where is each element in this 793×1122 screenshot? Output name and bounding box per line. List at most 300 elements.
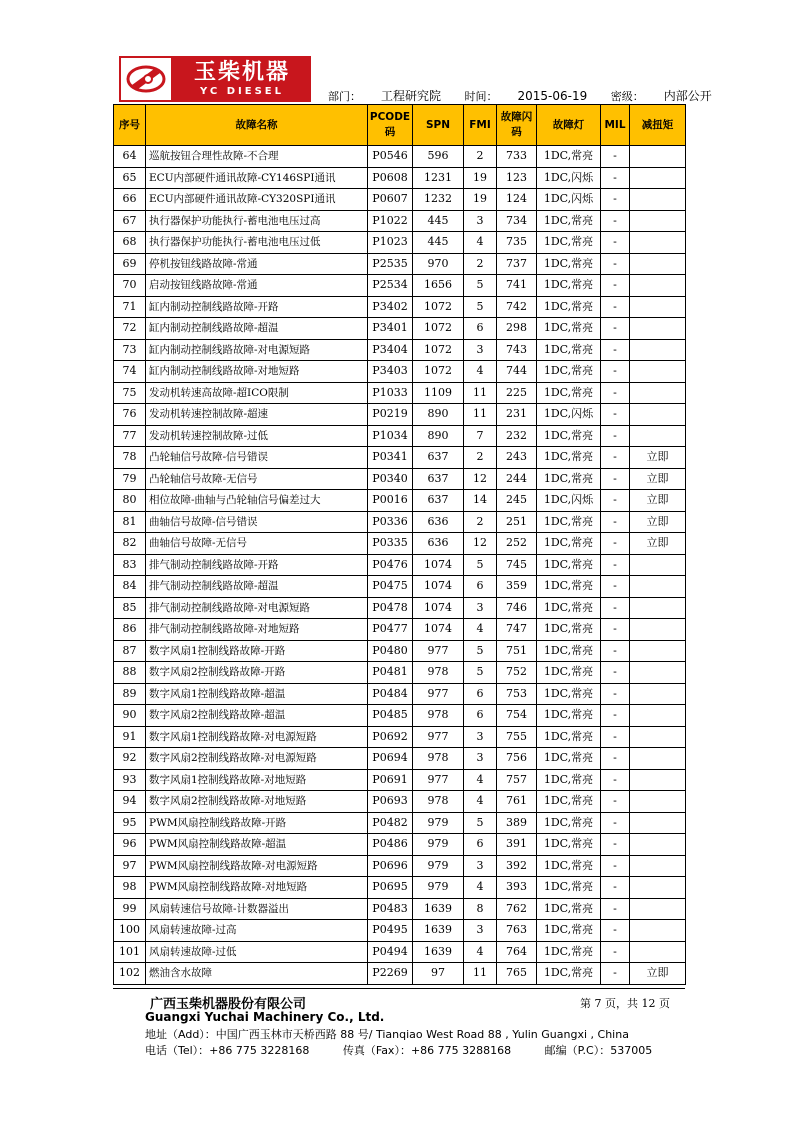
cell-pcode: P0482 — [368, 812, 413, 834]
cell-torque-reduction — [630, 597, 686, 619]
cell-fault-lamp: 1DC,常亮 — [537, 855, 601, 877]
cell-fault-name: 缸内制动控制线路故障-开路 — [146, 296, 368, 318]
cell-torque-reduction — [630, 855, 686, 877]
cell-pcode: P3401 — [368, 318, 413, 340]
logo-chinese-name: 玉柴机器 — [193, 60, 290, 85]
cell-spn: 978 — [413, 662, 464, 684]
cell-mil: - — [601, 683, 630, 705]
cell-torque-reduction — [630, 404, 686, 426]
cell-torque-reduction — [630, 898, 686, 920]
cell-spn: 1074 — [413, 576, 464, 598]
cell-index: 88 — [114, 662, 146, 684]
cell-index: 70 — [114, 275, 146, 297]
cell-spn: 97 — [413, 963, 464, 985]
cell-fault-name: 数字风扇2控制线路故障-对地短路 — [146, 791, 368, 813]
cell-mil: - — [601, 898, 630, 920]
cell-fault-name: PWM风扇控制线路故障-对电源短路 — [146, 855, 368, 877]
cell-spn: 636 — [413, 533, 464, 555]
cell-fault-name: 风扇转速故障-过低 — [146, 941, 368, 963]
cell-mil: - — [601, 490, 630, 512]
cell-fault-name: 曲轴信号故障-无信号 — [146, 533, 368, 555]
cell-fault-lamp: 1DC,常亮 — [537, 662, 601, 684]
table-row — [114, 705, 686, 727]
cell-spn: 890 — [413, 404, 464, 426]
cell-fault-name: 数字风扇2控制线路故障-开路 — [146, 662, 368, 684]
cell-pcode: P0695 — [368, 877, 413, 899]
cell-pcode: P1022 — [368, 210, 413, 232]
cell-flash-code: 392 — [497, 855, 537, 877]
cell-fmi: 4 — [464, 791, 497, 813]
cell-pcode: P0693 — [368, 791, 413, 813]
cell-fault-name: 数字风扇1控制线路故障-开路 — [146, 640, 368, 662]
cell-pcode: P3403 — [368, 361, 413, 383]
table-row — [114, 253, 686, 275]
cell-mil: - — [601, 533, 630, 555]
cell-fmi: 2 — [464, 447, 497, 469]
cell-fmi: 3 — [464, 748, 497, 770]
cell-fault-lamp: 1DC,常亮 — [537, 447, 601, 469]
cell-torque-reduction: 立即 — [630, 533, 686, 555]
cell-fmi: 6 — [464, 834, 497, 856]
cell-fault-lamp: 1DC,常亮 — [537, 705, 601, 727]
cell-mil: - — [601, 382, 630, 404]
cell-pcode: P0484 — [368, 683, 413, 705]
cell-mil: - — [601, 877, 630, 899]
cell-fault-lamp: 1DC,常亮 — [537, 812, 601, 834]
table-row — [114, 640, 686, 662]
cell-fmi: 4 — [464, 941, 497, 963]
security-level — [611, 90, 712, 103]
table-row — [114, 490, 686, 512]
cell-flash-code: 741 — [497, 275, 537, 297]
table-row — [114, 920, 686, 942]
cell-mil: - — [601, 748, 630, 770]
cell-fault-lamp: 1DC,常亮 — [537, 511, 601, 533]
cell-fault-name: 数字风扇1控制线路故障-对电源短路 — [146, 726, 368, 748]
department-value: 工程研究院 — [381, 89, 442, 103]
cell-pcode: P0478 — [368, 597, 413, 619]
cell-index: 77 — [114, 425, 146, 447]
cell-index: 72 — [114, 318, 146, 340]
cell-flash-code: 244 — [497, 468, 537, 490]
cell-mil: - — [601, 834, 630, 856]
cell-fault-lamp: 1DC,常亮 — [537, 898, 601, 920]
cell-fault-name: 缸内制动控制线路故障-超温 — [146, 318, 368, 340]
cell-fmi: 2 — [464, 511, 497, 533]
cell-flash-code: 753 — [497, 683, 537, 705]
cell-fault-lamp: 1DC,常亮 — [537, 146, 601, 168]
security-label: 密级： — [610, 90, 644, 103]
cell-torque-reduction: 立即 — [630, 468, 686, 490]
cell-spn: 445 — [413, 232, 464, 254]
cell-index: 73 — [114, 339, 146, 361]
cell-fmi: 4 — [464, 877, 497, 899]
cell-fmi: 4 — [464, 769, 497, 791]
page-number: 第 7 页，共 12 页 — [580, 997, 670, 1010]
cell-flash-code: 762 — [497, 898, 537, 920]
cell-torque-reduction — [630, 640, 686, 662]
cell-fault-lamp: 1DC,常亮 — [537, 339, 601, 361]
cell-fault-lamp: 1DC,常亮 — [537, 554, 601, 576]
cell-fault-name: 启动按钮线路故障-常通 — [146, 275, 368, 297]
table-row — [114, 791, 686, 813]
col-header-index: 序号 — [114, 105, 146, 146]
cell-fmi: 6 — [464, 576, 497, 598]
cell-spn: 1074 — [413, 619, 464, 641]
cell-index: 78 — [114, 447, 146, 469]
cell-index: 89 — [114, 683, 146, 705]
cell-fault-name: 相位故障-曲轴与凸轮轴信号偏差过大 — [146, 490, 368, 512]
cell-spn: 1074 — [413, 554, 464, 576]
cell-fault-name: 数字风扇2控制线路故障-超温 — [146, 705, 368, 727]
cell-torque-reduction — [630, 318, 686, 340]
cell-fmi: 12 — [464, 533, 497, 555]
col-header-flash-code: 故障闪码 — [497, 105, 537, 146]
cell-spn: 978 — [413, 705, 464, 727]
footer-company-en: Guangxi Yuchai Machinery Co., Ltd. — [145, 1010, 385, 1024]
cell-fault-lamp: 1DC,常亮 — [537, 318, 601, 340]
table-row — [114, 597, 686, 619]
cell-pcode: P0477 — [368, 619, 413, 641]
cell-fmi: 7 — [464, 425, 497, 447]
cell-pcode: P0692 — [368, 726, 413, 748]
cell-fmi: 5 — [464, 554, 497, 576]
cell-fmi: 11 — [464, 404, 497, 426]
table-row — [114, 511, 686, 533]
cell-index: 80 — [114, 490, 146, 512]
cell-pcode: P0336 — [368, 511, 413, 533]
cell-index: 74 — [114, 361, 146, 383]
cell-fault-name: 缸内制动控制线路故障-对地短路 — [146, 361, 368, 383]
table-body — [114, 146, 686, 985]
cell-torque-reduction — [630, 705, 686, 727]
cell-fmi: 6 — [464, 683, 497, 705]
cell-flash-code: 231 — [497, 404, 537, 426]
cell-spn: 977 — [413, 683, 464, 705]
cell-torque-reduction — [630, 275, 686, 297]
table-row — [114, 576, 686, 598]
cell-mil: - — [601, 425, 630, 447]
footer-company-cn: 广西玉柴机器股份有限公司 — [150, 997, 307, 1012]
cell-index: 79 — [114, 468, 146, 490]
cell-mil: - — [601, 576, 630, 598]
cell-fault-lamp: 1DC,闪烁 — [537, 189, 601, 211]
cell-index: 66 — [114, 189, 146, 211]
cell-fmi: 2 — [464, 146, 497, 168]
cell-torque-reduction — [630, 769, 686, 791]
cell-index: 90 — [114, 705, 146, 727]
cell-fault-name: PWM风扇控制线路故障-对地短路 — [146, 877, 368, 899]
table-row — [114, 339, 686, 361]
cell-spn: 979 — [413, 877, 464, 899]
cell-pcode: P0494 — [368, 941, 413, 963]
table-row — [114, 533, 686, 555]
cell-flash-code: 733 — [497, 146, 537, 168]
cell-index: 92 — [114, 748, 146, 770]
cell-mil: - — [601, 404, 630, 426]
cell-fault-name: 缸内制动控制线路故障-对电源短路 — [146, 339, 368, 361]
cell-fault-lamp: 1DC,常亮 — [537, 275, 601, 297]
cell-flash-code: 391 — [497, 834, 537, 856]
cell-index: 64 — [114, 146, 146, 168]
cell-pcode: P0480 — [368, 640, 413, 662]
footer-divider — [113, 988, 685, 989]
cell-flash-code: 763 — [497, 920, 537, 942]
cell-torque-reduction — [630, 791, 686, 813]
date — [465, 90, 588, 103]
cell-fault-name: 排气制动控制线路故障-对地短路 — [146, 619, 368, 641]
cell-fault-name: 执行器保护功能执行-蓄电池电压过低 — [146, 232, 368, 254]
cell-spn: 977 — [413, 769, 464, 791]
cell-mil: - — [601, 812, 630, 834]
cell-fault-name: 凸轮轴信号故障-无信号 — [146, 468, 368, 490]
footer-tel: 电话（Tel）：+86 775 3228168 — [145, 1044, 310, 1057]
footer-postcode: 邮编（P.C）：537005 — [544, 1044, 653, 1057]
cell-spn: 636 — [413, 511, 464, 533]
cell-mil: - — [601, 640, 630, 662]
table-row — [114, 877, 686, 899]
cell-fmi: 12 — [464, 468, 497, 490]
cell-fault-name: 发动机转速控制故障-超速 — [146, 404, 368, 426]
cell-fault-name: PWM风扇控制线路故障-开路 — [146, 812, 368, 834]
cell-fault-lamp: 1DC,常亮 — [537, 791, 601, 813]
cell-fmi: 6 — [464, 318, 497, 340]
security-value: 内部公开 — [663, 89, 712, 103]
cell-spn: 977 — [413, 726, 464, 748]
cell-flash-code: 756 — [497, 748, 537, 770]
cell-mil: - — [601, 554, 630, 576]
cell-fmi: 14 — [464, 490, 497, 512]
cell-fault-lamp: 1DC,常亮 — [537, 361, 601, 383]
cell-torque-reduction: 立即 — [630, 511, 686, 533]
cell-spn: 1639 — [413, 920, 464, 942]
col-header-mil: MIL — [601, 105, 630, 146]
cell-pcode: P3402 — [368, 296, 413, 318]
document-meta — [328, 87, 732, 104]
cell-pcode: P3404 — [368, 339, 413, 361]
cell-mil: - — [601, 511, 630, 533]
col-header-fmi: FMI — [464, 105, 497, 146]
cell-index: 75 — [114, 382, 146, 404]
cell-flash-code: 743 — [497, 339, 537, 361]
cell-fmi: 3 — [464, 726, 497, 748]
cell-flash-code: 742 — [497, 296, 537, 318]
cell-index: 94 — [114, 791, 146, 813]
cell-pcode: P0341 — [368, 447, 413, 469]
cell-torque-reduction — [630, 339, 686, 361]
table-row — [114, 275, 686, 297]
cell-index: 101 — [114, 941, 146, 963]
cell-pcode: P0546 — [368, 146, 413, 168]
cell-fault-name: 数字风扇1控制线路故障-对地短路 — [146, 769, 368, 791]
cell-torque-reduction — [630, 726, 686, 748]
cell-fault-lamp: 1DC,常亮 — [537, 726, 601, 748]
cell-fault-lamp: 1DC,常亮 — [537, 533, 601, 555]
cell-flash-code: 393 — [497, 877, 537, 899]
cell-spn: 1109 — [413, 382, 464, 404]
cell-flash-code: 747 — [497, 619, 537, 641]
cell-spn: 637 — [413, 490, 464, 512]
cell-pcode: P0696 — [368, 855, 413, 877]
cell-fmi: 4 — [464, 361, 497, 383]
cell-spn: 978 — [413, 791, 464, 813]
cell-mil: - — [601, 705, 630, 727]
cell-mil: - — [601, 619, 630, 641]
cell-spn: 1639 — [413, 941, 464, 963]
cell-index: 86 — [114, 619, 146, 641]
cell-fault-lamp: 1DC,常亮 — [537, 210, 601, 232]
cell-flash-code: 389 — [497, 812, 537, 834]
cell-index: 65 — [114, 167, 146, 189]
cell-flash-code: 751 — [497, 640, 537, 662]
cell-fault-lamp: 1DC,常亮 — [537, 425, 601, 447]
cell-pcode: P0485 — [368, 705, 413, 727]
cell-mil: - — [601, 920, 630, 942]
cell-spn: 637 — [413, 468, 464, 490]
table-row — [114, 812, 686, 834]
cell-mil: - — [601, 275, 630, 297]
cell-index: 87 — [114, 640, 146, 662]
cell-mil: - — [601, 855, 630, 877]
cell-mil: - — [601, 339, 630, 361]
cell-index: 81 — [114, 511, 146, 533]
cell-pcode: P0495 — [368, 920, 413, 942]
cell-pcode: P2269 — [368, 963, 413, 985]
department-label: 部门： — [328, 90, 361, 103]
cell-fault-name: 发动机转速高故障-超ICO限制 — [146, 382, 368, 404]
footer-fax: 传真（Fax）：+86 775 3288168 — [342, 1044, 512, 1057]
cell-index: 97 — [114, 855, 146, 877]
cell-pcode: P2534 — [368, 275, 413, 297]
cell-flash-code: 757 — [497, 769, 537, 791]
table-row — [114, 447, 686, 469]
cell-pcode: P0694 — [368, 748, 413, 770]
cell-index: 93 — [114, 769, 146, 791]
logo-english-name: YC DIESEL — [200, 86, 284, 97]
cell-fault-lamp: 1DC,闪烁 — [537, 490, 601, 512]
cell-torque-reduction — [630, 382, 686, 404]
cell-spn: 979 — [413, 834, 464, 856]
col-header-fault-lamp: 故障灯 — [537, 105, 601, 146]
cell-torque-reduction — [630, 920, 686, 942]
cell-fault-lamp: 1DC,常亮 — [537, 253, 601, 275]
cell-pcode: P2535 — [368, 253, 413, 275]
cell-fault-lamp: 1DC,常亮 — [537, 963, 601, 985]
cell-mil: - — [601, 167, 630, 189]
cell-flash-code: 124 — [497, 189, 537, 211]
table-row — [114, 296, 686, 318]
cell-index: 91 — [114, 726, 146, 748]
cell-torque-reduction — [630, 834, 686, 856]
cell-fault-name: 数字风扇1控制线路故障-超温 — [146, 683, 368, 705]
cell-spn: 1639 — [413, 898, 464, 920]
col-header-fault-name: 故障名称 — [146, 105, 368, 146]
cell-fault-lamp: 1DC,常亮 — [537, 576, 601, 598]
cell-flash-code: 298 — [497, 318, 537, 340]
cell-pcode: P0476 — [368, 554, 413, 576]
cell-torque-reduction — [630, 683, 686, 705]
cell-spn: 1656 — [413, 275, 464, 297]
cell-flash-code: 245 — [497, 490, 537, 512]
cell-index: 100 — [114, 920, 146, 942]
cell-fmi: 5 — [464, 662, 497, 684]
cell-fault-name: 执行器保护功能执行-蓄电池电压过高 — [146, 210, 368, 232]
cell-fault-name: 曲轴信号故障-信号错误 — [146, 511, 368, 533]
cell-torque-reduction: 立即 — [630, 963, 686, 985]
cell-torque-reduction: 立即 — [630, 447, 686, 469]
cell-mil: - — [601, 210, 630, 232]
cell-spn: 970 — [413, 253, 464, 275]
table-row — [114, 361, 686, 383]
cell-index: 98 — [114, 877, 146, 899]
cell-fmi: 8 — [464, 898, 497, 920]
cell-flash-code: 737 — [497, 253, 537, 275]
cell-flash-code: 251 — [497, 511, 537, 533]
table-row — [114, 898, 686, 920]
date-value: 2015-06-19 — [517, 89, 588, 103]
footer-contact — [145, 1042, 652, 1058]
cell-fmi: 3 — [464, 210, 497, 232]
cell-pcode: P0691 — [368, 769, 413, 791]
cell-torque-reduction — [630, 576, 686, 598]
cell-index: 102 — [114, 963, 146, 985]
cell-mil: - — [601, 189, 630, 211]
cell-index: 82 — [114, 533, 146, 555]
cell-mil: - — [601, 662, 630, 684]
cell-mil: - — [601, 597, 630, 619]
cell-spn: 596 — [413, 146, 464, 168]
cell-torque-reduction — [630, 210, 686, 232]
cell-torque-reduction — [630, 167, 686, 189]
table-header-row — [114, 105, 686, 146]
cell-mil: - — [601, 447, 630, 469]
col-header-pcode: PCODE码 — [368, 105, 413, 146]
table-row — [114, 382, 686, 404]
cell-pcode: P0340 — [368, 468, 413, 490]
cell-flash-code: 752 — [497, 662, 537, 684]
cell-fault-name: 发动机转速控制故障-过低 — [146, 425, 368, 447]
cell-torque-reduction — [630, 877, 686, 899]
cell-fmi: 11 — [464, 382, 497, 404]
cell-torque-reduction — [630, 146, 686, 168]
cell-pcode: P0335 — [368, 533, 413, 555]
cell-spn: 977 — [413, 640, 464, 662]
cell-fault-lamp: 1DC,常亮 — [537, 640, 601, 662]
table-row — [114, 167, 686, 189]
cell-flash-code: 761 — [497, 791, 537, 813]
cell-pcode: P0016 — [368, 490, 413, 512]
cell-spn: 1231 — [413, 167, 464, 189]
cell-fault-lamp: 1DC,常亮 — [537, 232, 601, 254]
cell-mil: - — [601, 318, 630, 340]
table-row — [114, 210, 686, 232]
cell-spn: 979 — [413, 812, 464, 834]
cell-fault-name: 风扇转速故障-过高 — [146, 920, 368, 942]
cell-fault-name: 巡航按钮合理性故障-不合理 — [146, 146, 368, 168]
table-row — [114, 941, 686, 963]
cell-torque-reduction — [630, 253, 686, 275]
cell-flash-code: 745 — [497, 554, 537, 576]
cell-flash-code: 755 — [497, 726, 537, 748]
cell-torque-reduction — [630, 941, 686, 963]
cell-pcode: P0486 — [368, 834, 413, 856]
cell-fault-lamp: 1DC,常亮 — [537, 748, 601, 770]
table-row — [114, 425, 686, 447]
cell-fault-name: ECU内部硬件通讯故障-CY146SPI通讯 — [146, 167, 368, 189]
cell-torque-reduction — [630, 232, 686, 254]
cell-spn: 1072 — [413, 339, 464, 361]
cell-index: 96 — [114, 834, 146, 856]
